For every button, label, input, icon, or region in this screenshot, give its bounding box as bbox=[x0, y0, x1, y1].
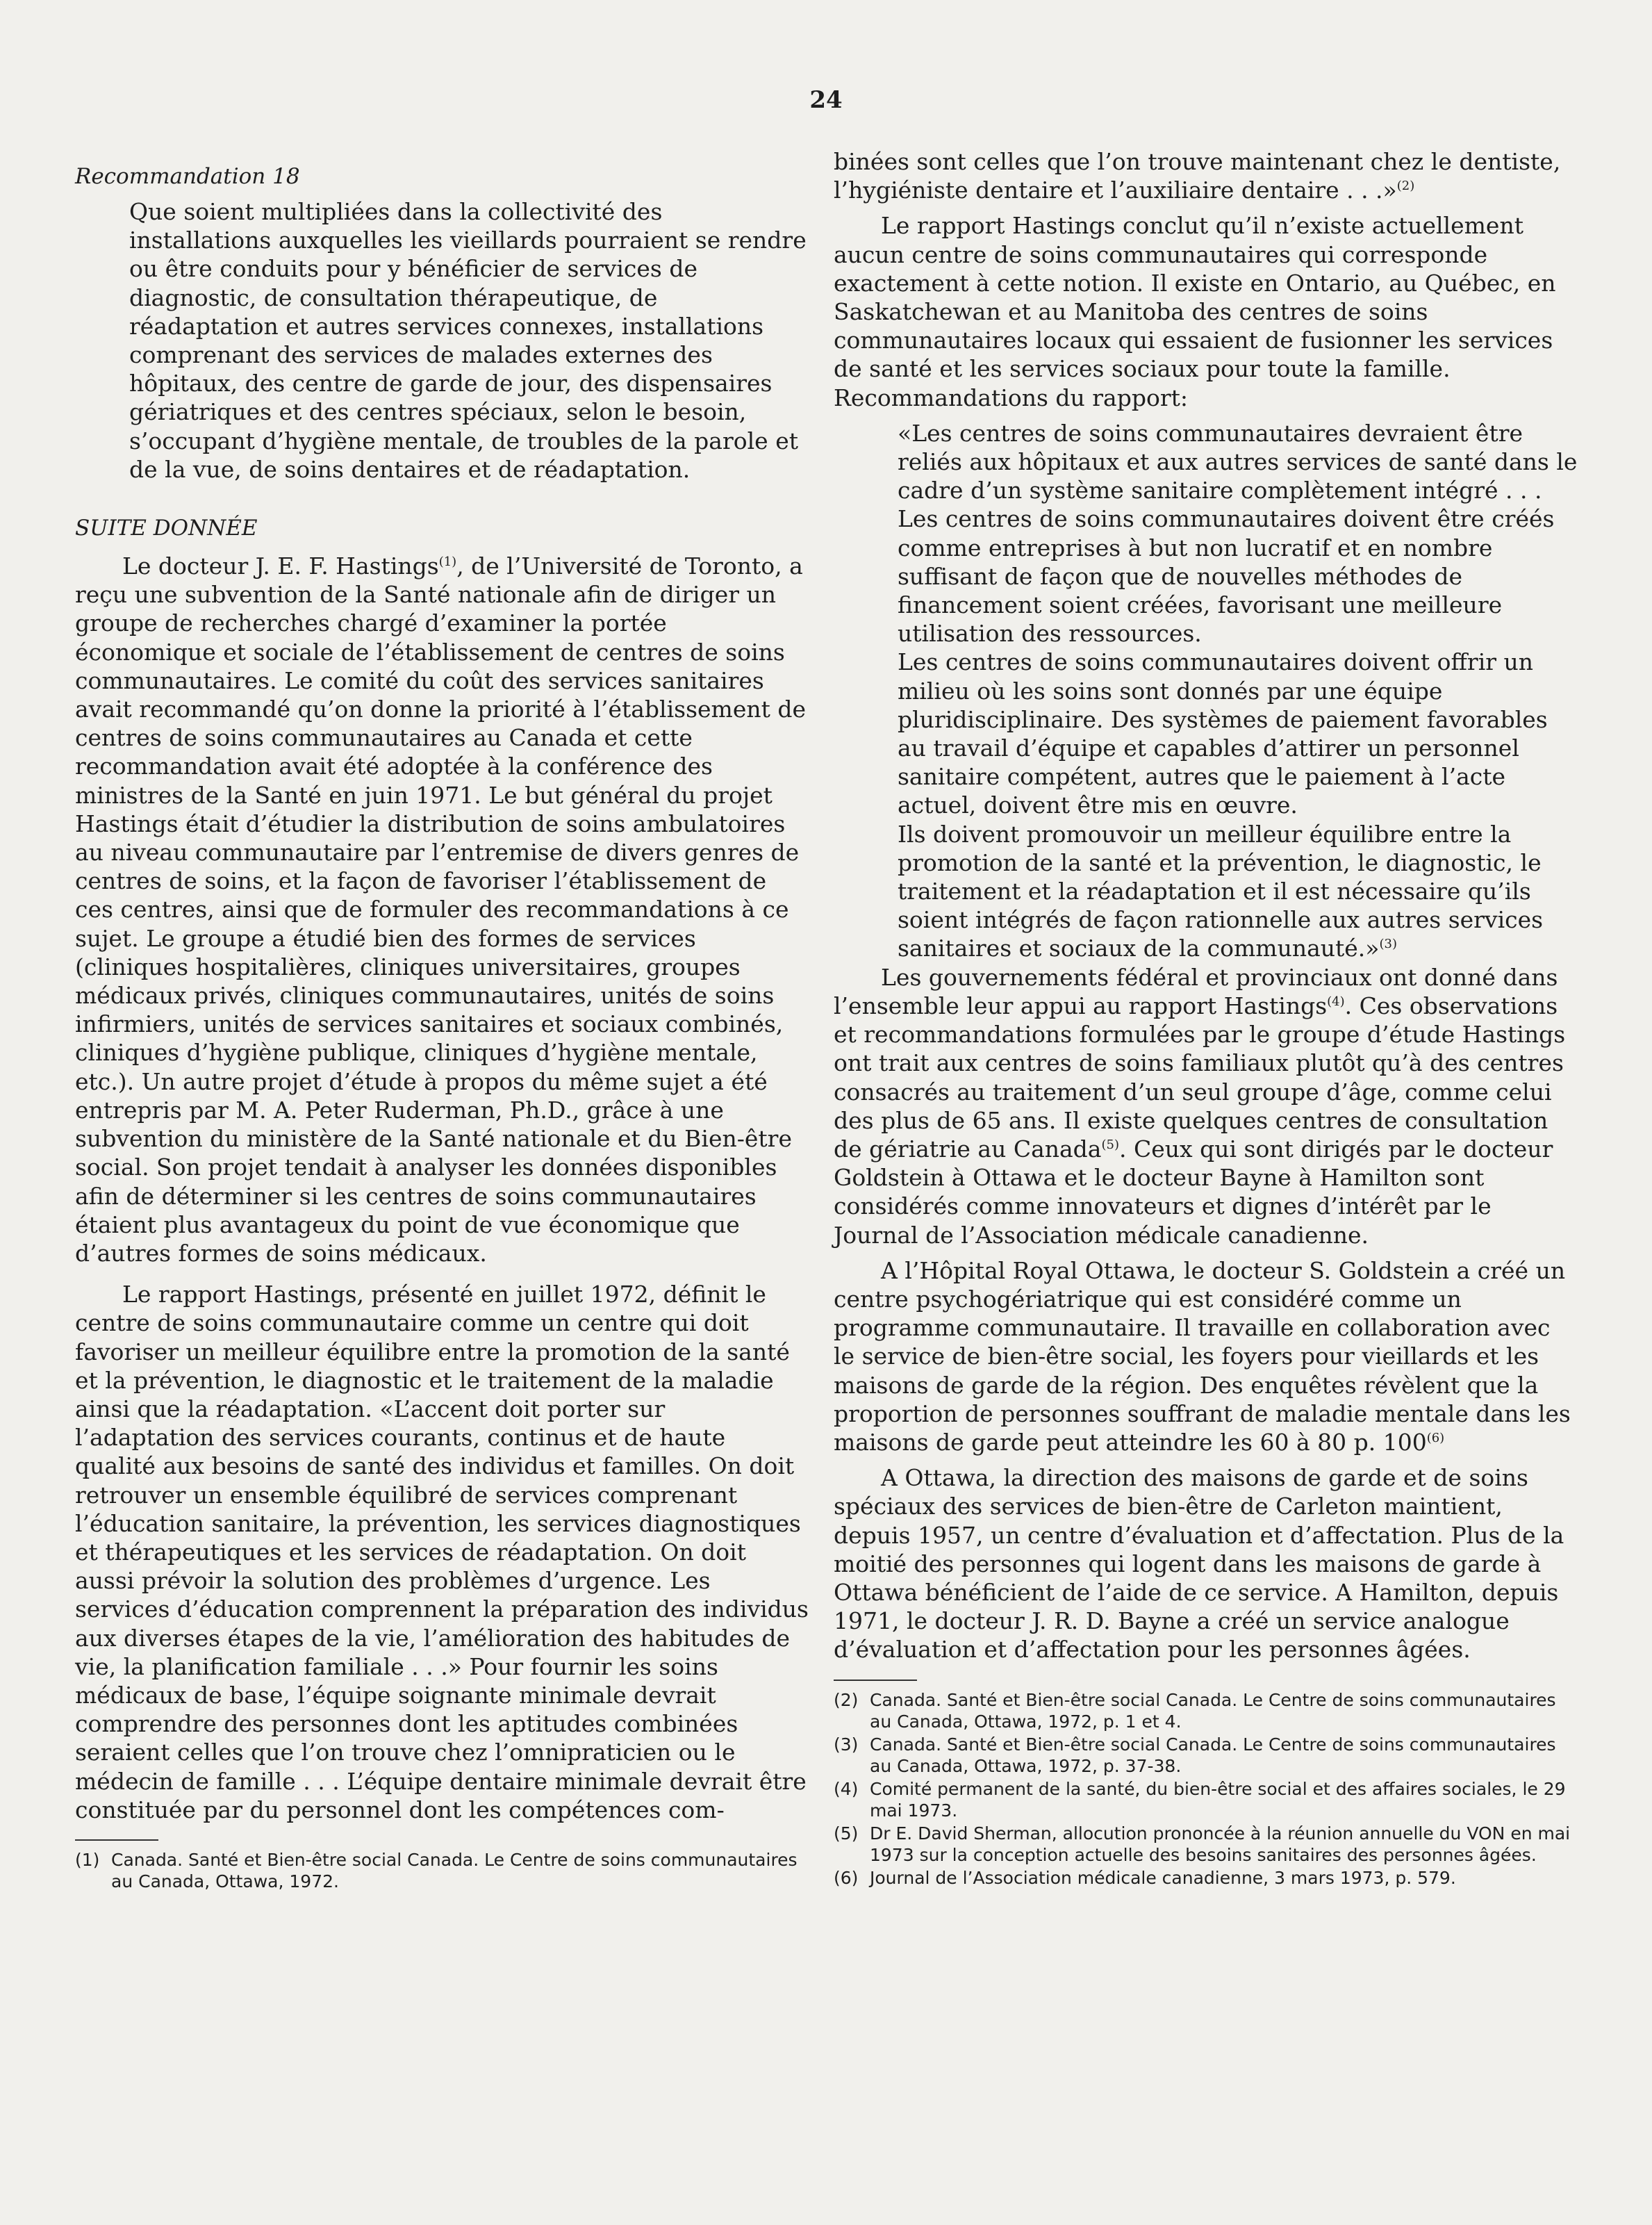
paragraph-ottawa: A Ottawa, la direction des maisons de garde et de soins spéciaux des services de bien-être de Carleton maintient, depuis 1957, un centre d’évaluation et d’affectation. Plus de la moitié des personnes qui logent dans les maisons de garde à Ottawa bénéficient de l’aide de ce service. A Hamilton, depuis 1971, le docteur J. R. D. Bayne a créé un service analogue d’évaluation et d’affectation pour les personnes âgées. bbox=[834, 1464, 1564, 1664]
recommendation-heading: Recommandation 18 bbox=[75, 164, 300, 189]
footnote: (1) Canada. Santé et Bien-être social Canada. Le Centre de soins communautaires au Canada, Ottawa, 1972. bbox=[75, 1849, 798, 1891]
footnote-ref-1: (1) bbox=[438, 555, 457, 570]
paragraph-hastings: Le docteur J. E. F. Hastings$^{(1)}$, de l’Université de Toronto, a reçu une subvention de la Santé nationale afin de diriger un groupe de recherches chargé d’examiner la portée économique et sociale de l’établissement de centres de soins communautaires. Le comité du coût des services sanitaires avait recommandé qu’on donne la priorité à l’établissement de centres de soins communautaires au Canada et cette recommandation avait été adoptée à la conférence des ministres de la Santé en juin 1971. Le but général du projet Hastings était d’étudier la distribution de soins ambulatoires au niveau communautaire par l’entremise de divers genres de centres de soins, et la façon de favoriser l’établissement de ces centres, ainsi que de formuler des recommandations à ce sujet. Le groupe a étudié bien des formes de services (cliniques hospitalières, cliniques universitaires, groupes médicaux privés, cliniques communautaires, unités de soins infirmiers, unités de services sanitaires et sociaux combinés, cliniques d’hygiène publique, cliniques d’hygiène mentale, etc.). Un autre projet d’étude à propos du même sujet a été entrepris par M. A. Peter Ruderman, Ph.D., grâce à une subvention du ministère de la Santé nationale et du Bien-être social. Son projet tendait à analyser les données disponibles afin de déterminer si les centres de soins communautaires étaient plus avantageux du point de vue économique que d’autres formes de soins médicaux. bbox=[75, 552, 807, 1267]
quote-paragraph: Ils doivent promouvoir un meilleur équilibre entre la promotion de la santé et la prévention, le diagnostic, le traitement et la réadaptation et il est nécessaire qu’ils soient intégrés de façon rationnelle aux autres services sanitaires et sociaux de la communauté.»$^{(3)}$ bbox=[898, 820, 1544, 962]
left-column bbox=[75, 147, 811, 1894]
footnote: (6) Journal de l’Association médicale canadienne, 3 mars 1973, p. 579. bbox=[834, 1867, 1456, 1888]
page-number: 24 bbox=[809, 86, 843, 114]
footnote-ref-6: (6) bbox=[1426, 1430, 1445, 1445]
footnote: (4) Comité permanent de la santé, du bien-être social et des affaires sociales, le 29 mai 1973. bbox=[834, 1778, 1566, 1821]
footnotes-right bbox=[834, 1689, 1578, 1889]
footnote: (3) Canada. Santé et Bien-être social Canada. Le Centre de soins communautaires au Canada, Ottawa, 1972, p. 37-38. bbox=[834, 1734, 1556, 1776]
footnote-ref-5: (5) bbox=[1101, 1137, 1119, 1152]
paragraph-gouvernements: Les gouvernements fédéral et provinciaux ont donné dans l’ensemble leur appui au rapport Hastings$^{(4)}$. Ces observations et recommandations formulées par le groupe d’étude Hastings ont trait aux centres de soins familiaux plutôt qu’à des centres consacrés au traitement d’un seul groupe d’âge, comme celui des plus de 65 ans. Il existe quelques centres de consultation de gériatrie au Canada$^{(5)}$. Ceux qui sont dirigés par le docteur Goldstein à Ottawa et le docteur Bayne à Hamilton sont considérés comme innovateurs et dignes d’intérêt par le Journal de l’Association médicale canadienne. bbox=[834, 963, 1566, 1249]
footnote-ref-2: (2) bbox=[1396, 179, 1415, 194]
footnote: (5) Dr E. David Sherman, allocution prononcée à la réunion annuelle du VON en mai 1973 sur la conception actuelle des besoins sanitaires des personnes âgées. bbox=[834, 1823, 1571, 1865]
paragraph-rapport-hastings: Le rapport Hastings, présenté en juillet 1972, définit le centre de soins communautaire comme un centre qui doit favoriser un meilleur équilibre entre la promotion de la santé et la prévention, le diagnostic et le traitement de la maladie ainsi que la réadaptation. «L’accent doit porter sur l’adaptation des services courants, continus et de haute qualité aux besoins de santé des individus et familles. On doit retrouver un ensemble équilibré de services comprenant l’éducation sanitaire, la prévention, les services diagnostiques et thérapeutiques et les services de réadaptation. On doit aussi prévoir la solution des problèmes d’urgence. Les services d’éducation comprennent la préparation des individus aux diverses étapes de la vie, l’amélioration des habitudes de vie, la planification familiale . . .» Pour fournir les soins médicaux de base, l’équipe soignante minimale devrait comprendre des personnes dont les aptitudes combinées seraient celles que l’on trouve chez l’omnipraticien ou le médecin de famille . . . L’équipe dentaire minimale devrait être constituée par du personnel dont les compétences com- bbox=[75, 1281, 809, 1823]
paragraph-hopital-royal: A l’Hôpital Royal Ottawa, le docteur S. Goldstein a créé un centre psychogériatrique qui est considéré comme un programme communautaire. Il travaille en collaboration avec le service de bien-être social, les foyers pour vieillards et les maisons de garde de la région. Des enquêtes révèlent que la proportion de personnes souffrant de maladie mentale dans les maisons de garde peut atteindre les 60 à 80 p. 100$^{(6)}$ bbox=[834, 1256, 1571, 1456]
footnote-ref-4: (4) bbox=[1327, 994, 1345, 1009]
footnote: (2) Canada. Santé et Bien-être social Canada. Le Centre de soins communautaires au Canada, Ottawa, 1972, p. 1 et 4. bbox=[834, 1689, 1556, 1732]
paragraph-conclusion: Le rapport Hastings conclut qu’il n’existe actuellement aucun centre de soins communautaires qui corresponde exactement à cette notion. Il existe en Ontario, au Québec, en Saskatchewan et au Manitoba des centres de soins communautaires locaux qui essaient de fusionner les services de santé et les services sociaux pour toute la famille. Recommandations du rapport: bbox=[834, 212, 1556, 411]
footnote-ref-3: (3) bbox=[1379, 937, 1397, 952]
footnote-divider bbox=[834, 1680, 917, 1681]
footnotes-left bbox=[75, 1849, 811, 1892]
recommendation-text: Que soient multipliées dans la collectivité des installations auxquelles les vieillards pourraient se rendre ou être conduits pour y bénéficier de services de diagnostic, de consultation thérapeutique, de réadaptation et autres services connexes, installations comprenant des services de malades externes des hôpitaux, des centre de garde de jour, des dispensaires gériatriques et des centres spéciaux, selon le besoin, s’occupant d’hygiène mentale, de troubles de la parole et de la vue, de soins dentaires et de réadaptation. bbox=[129, 198, 807, 483]
footnote-divider bbox=[75, 1839, 158, 1841]
right-column bbox=[834, 147, 1578, 1890]
quote-paragraph: Les centres de soins communautaires doivent offrir un milieu où les soins sont donnés par une équipe pluridisciplinaire. Des systèmes de paiement favorables au travail d’équipe et capables d’attirer un personnel sanitaire compétent, autres que le paiement à l’acte actuel, doivent être mis en œuvre. bbox=[898, 648, 1548, 819]
quote-paragraph: «Les centres de soins communautaires devraient être reliés aux hôpitaux et aux autres services de santé dans le cadre d’un système sanitaire complètement intégré . . . Les centres de soins communautaires doivent être créés comme entreprises à but non lucratif et en nombre suffisant de façon que de nouvelles méthodes de financement soient créées, favorisant une meilleure utilisation des ressources. bbox=[898, 419, 1578, 648]
section-heading: SUITE DONNÉE bbox=[75, 516, 258, 541]
paragraph-continued: binées sont celles que l’on trouve maintenant chez le dentiste, l’hygiéniste dentaire et l’auxiliaire dentaire . . .»$^{(2)}$ bbox=[834, 148, 1561, 204]
